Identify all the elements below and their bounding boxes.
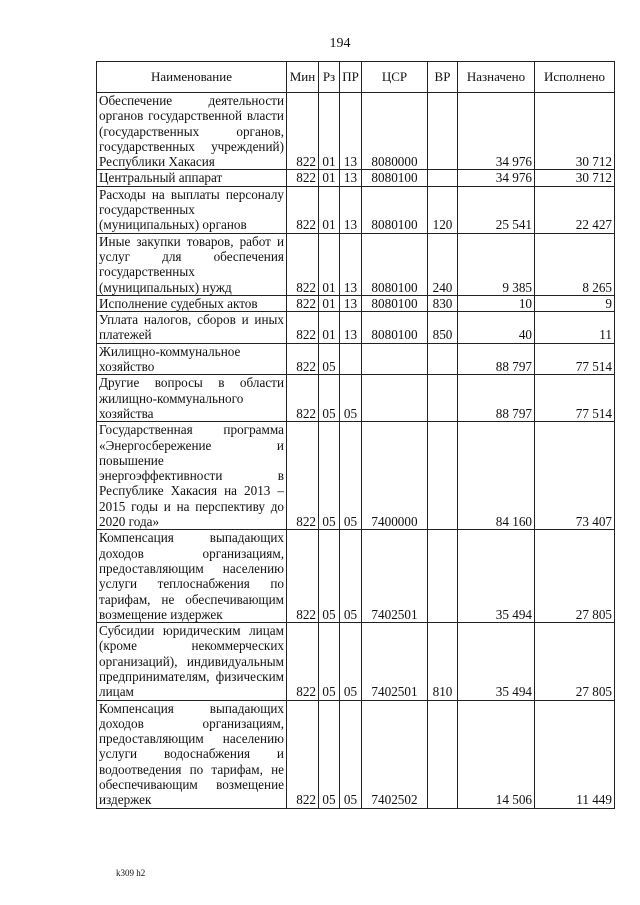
cell-rz: 01 bbox=[319, 93, 340, 170]
cell-csr: 8080100 bbox=[362, 312, 428, 344]
cell-rz: 05 bbox=[319, 375, 340, 422]
header-assigned: Назначено bbox=[458, 62, 535, 93]
cell-name: Иные закупки товаров, работ и услуг для обеспечения государственных (муниципальных) нужд bbox=[97, 233, 287, 295]
cell-vr: 830 bbox=[428, 295, 458, 311]
cell-min: 822 bbox=[287, 375, 319, 422]
cell-min: 822 bbox=[287, 422, 319, 530]
cell-min: 822 bbox=[287, 93, 319, 170]
table-row bbox=[97, 530, 615, 623]
table-row bbox=[97, 233, 615, 295]
cell-pr: 13 bbox=[340, 186, 362, 233]
header-rz: Рз bbox=[319, 62, 340, 93]
table-row bbox=[97, 700, 615, 808]
cell-executed: 9 bbox=[535, 295, 615, 311]
cell-min: 822 bbox=[287, 170, 319, 186]
cell-assigned: 35 494 bbox=[458, 530, 535, 623]
cell-executed: 11 bbox=[535, 312, 615, 344]
cell-vr: 850 bbox=[428, 312, 458, 344]
cell-vr bbox=[428, 93, 458, 170]
cell-min: 822 bbox=[287, 233, 319, 295]
budget-table bbox=[96, 61, 615, 809]
cell-pr: 13 bbox=[340, 295, 362, 311]
cell-min: 822 bbox=[287, 312, 319, 344]
cell-pr: 13 bbox=[340, 170, 362, 186]
table-row bbox=[97, 422, 615, 530]
table-row bbox=[97, 295, 615, 311]
cell-assigned: 88 797 bbox=[458, 375, 535, 422]
cell-executed: 30 712 bbox=[535, 93, 615, 170]
table-row bbox=[97, 375, 615, 422]
cell-rz: 05 bbox=[319, 422, 340, 530]
cell-csr: 7402502 bbox=[362, 700, 428, 808]
cell-pr bbox=[340, 343, 362, 375]
cell-csr: 8080100 bbox=[362, 295, 428, 311]
cell-assigned: 84 160 bbox=[458, 422, 535, 530]
cell-min: 822 bbox=[287, 623, 319, 700]
cell-rz: 01 bbox=[319, 186, 340, 233]
cell-assigned: 34 976 bbox=[458, 170, 535, 186]
cell-csr: 8080100 bbox=[362, 186, 428, 233]
cell-name: Расходы на выплаты персоналу государственных (муниципальных) органов bbox=[97, 186, 287, 233]
cell-rz: 05 bbox=[319, 623, 340, 700]
cell-assigned: 34 976 bbox=[458, 93, 535, 170]
cell-name: Центральный аппарат bbox=[97, 170, 287, 186]
cell-pr: 13 bbox=[340, 312, 362, 344]
cell-executed: 77 514 bbox=[535, 343, 615, 375]
cell-vr: 120 bbox=[428, 186, 458, 233]
table-row bbox=[97, 343, 615, 375]
cell-executed: 27 805 bbox=[535, 530, 615, 623]
cell-name: Исполнение судебных актов bbox=[97, 295, 287, 311]
table-body bbox=[97, 93, 615, 809]
cell-assigned: 14 506 bbox=[458, 700, 535, 808]
cell-name: Компенсация выпадающих доходов организациям, предоставляющим населению услуги водоснабжения и водоотведения по тарифам, не обеспечивающим возмещение издержек bbox=[97, 700, 287, 808]
table-row bbox=[97, 186, 615, 233]
cell-rz: 05 bbox=[319, 700, 340, 808]
table-row bbox=[97, 93, 615, 170]
cell-csr bbox=[362, 343, 428, 375]
cell-assigned: 10 bbox=[458, 295, 535, 311]
cell-csr: 8080000 bbox=[362, 93, 428, 170]
table-row bbox=[97, 312, 615, 344]
cell-name: Субсидии юридическим лицам (кроме некоммерческих организаций), индивидуальным предпринимателям, физическим лицам bbox=[97, 623, 287, 700]
cell-vr bbox=[428, 530, 458, 623]
cell-vr bbox=[428, 170, 458, 186]
cell-pr: 13 bbox=[340, 233, 362, 295]
cell-csr bbox=[362, 375, 428, 422]
cell-rz: 01 bbox=[319, 295, 340, 311]
cell-name: Государственная программа «Энергосбережение и повышение энергоэффективности в Республике Хакасия на 2013 – 2015 годы и на перспективу до 2020 года» bbox=[97, 422, 287, 530]
table-header-row bbox=[97, 62, 615, 93]
cell-vr bbox=[428, 343, 458, 375]
header-min: Мин bbox=[287, 62, 319, 93]
cell-csr: 8080100 bbox=[362, 233, 428, 295]
header-name: Наименование bbox=[97, 62, 287, 93]
cell-executed: 77 514 bbox=[535, 375, 615, 422]
cell-csr: 7402501 bbox=[362, 623, 428, 700]
cell-rz: 01 bbox=[319, 312, 340, 344]
table-row bbox=[97, 170, 615, 186]
cell-executed: 30 712 bbox=[535, 170, 615, 186]
cell-pr: 05 bbox=[340, 422, 362, 530]
cell-rz: 01 bbox=[319, 170, 340, 186]
cell-min: 822 bbox=[287, 295, 319, 311]
cell-min: 822 bbox=[287, 186, 319, 233]
cell-vr bbox=[428, 375, 458, 422]
cell-rz: 01 bbox=[319, 233, 340, 295]
cell-executed: 8 265 bbox=[535, 233, 615, 295]
cell-csr: 7402501 bbox=[362, 530, 428, 623]
cell-executed: 11 449 bbox=[535, 700, 615, 808]
cell-vr bbox=[428, 700, 458, 808]
cell-name: Уплата налогов, сборов и иных платежей bbox=[97, 312, 287, 344]
cell-pr: 05 bbox=[340, 375, 362, 422]
cell-csr: 8080100 bbox=[362, 170, 428, 186]
cell-pr: 05 bbox=[340, 623, 362, 700]
cell-executed: 73 407 bbox=[535, 422, 615, 530]
table-row bbox=[97, 623, 615, 700]
header-vr: ВР bbox=[428, 62, 458, 93]
cell-min: 822 bbox=[287, 700, 319, 808]
cell-name: Обеспечение деятельности органов государственной власти (государственных органов, государственных учреждений) Республики Хакасия bbox=[97, 93, 287, 170]
cell-name: Компенсация выпадающих доходов организациям, предоставляющим населению услуги теплоснабжения по тарифам, не обеспечивающим возмещение издержек bbox=[97, 530, 287, 623]
cell-pr: 05 bbox=[340, 530, 362, 623]
cell-vr: 240 bbox=[428, 233, 458, 295]
cell-vr bbox=[428, 422, 458, 530]
cell-name: Другие вопросы в области жилищно-коммунального хозяйства bbox=[97, 375, 287, 422]
footer-code: k309 h2 bbox=[116, 868, 146, 878]
cell-assigned: 9 385 bbox=[458, 233, 535, 295]
cell-assigned: 40 bbox=[458, 312, 535, 344]
header-executed: Исполнено bbox=[535, 62, 615, 93]
page-number: 194 bbox=[329, 36, 351, 51]
cell-csr: 7400000 bbox=[362, 422, 428, 530]
cell-rz: 05 bbox=[319, 343, 340, 375]
cell-pr: 05 bbox=[340, 700, 362, 808]
header-csr: ЦСР bbox=[362, 62, 428, 93]
cell-assigned: 35 494 bbox=[458, 623, 535, 700]
cell-rz: 05 bbox=[319, 530, 340, 623]
cell-executed: 22 427 bbox=[535, 186, 615, 233]
cell-min: 822 bbox=[287, 343, 319, 375]
cell-assigned: 25 541 bbox=[458, 186, 535, 233]
cell-pr: 13 bbox=[340, 93, 362, 170]
header-pr: ПР bbox=[340, 62, 362, 93]
cell-vr: 810 bbox=[428, 623, 458, 700]
cell-executed: 27 805 bbox=[535, 623, 615, 700]
cell-min: 822 bbox=[287, 530, 319, 623]
cell-assigned: 88 797 bbox=[458, 343, 535, 375]
cell-name: Жилищно-коммунальное хозяйство bbox=[97, 343, 287, 375]
